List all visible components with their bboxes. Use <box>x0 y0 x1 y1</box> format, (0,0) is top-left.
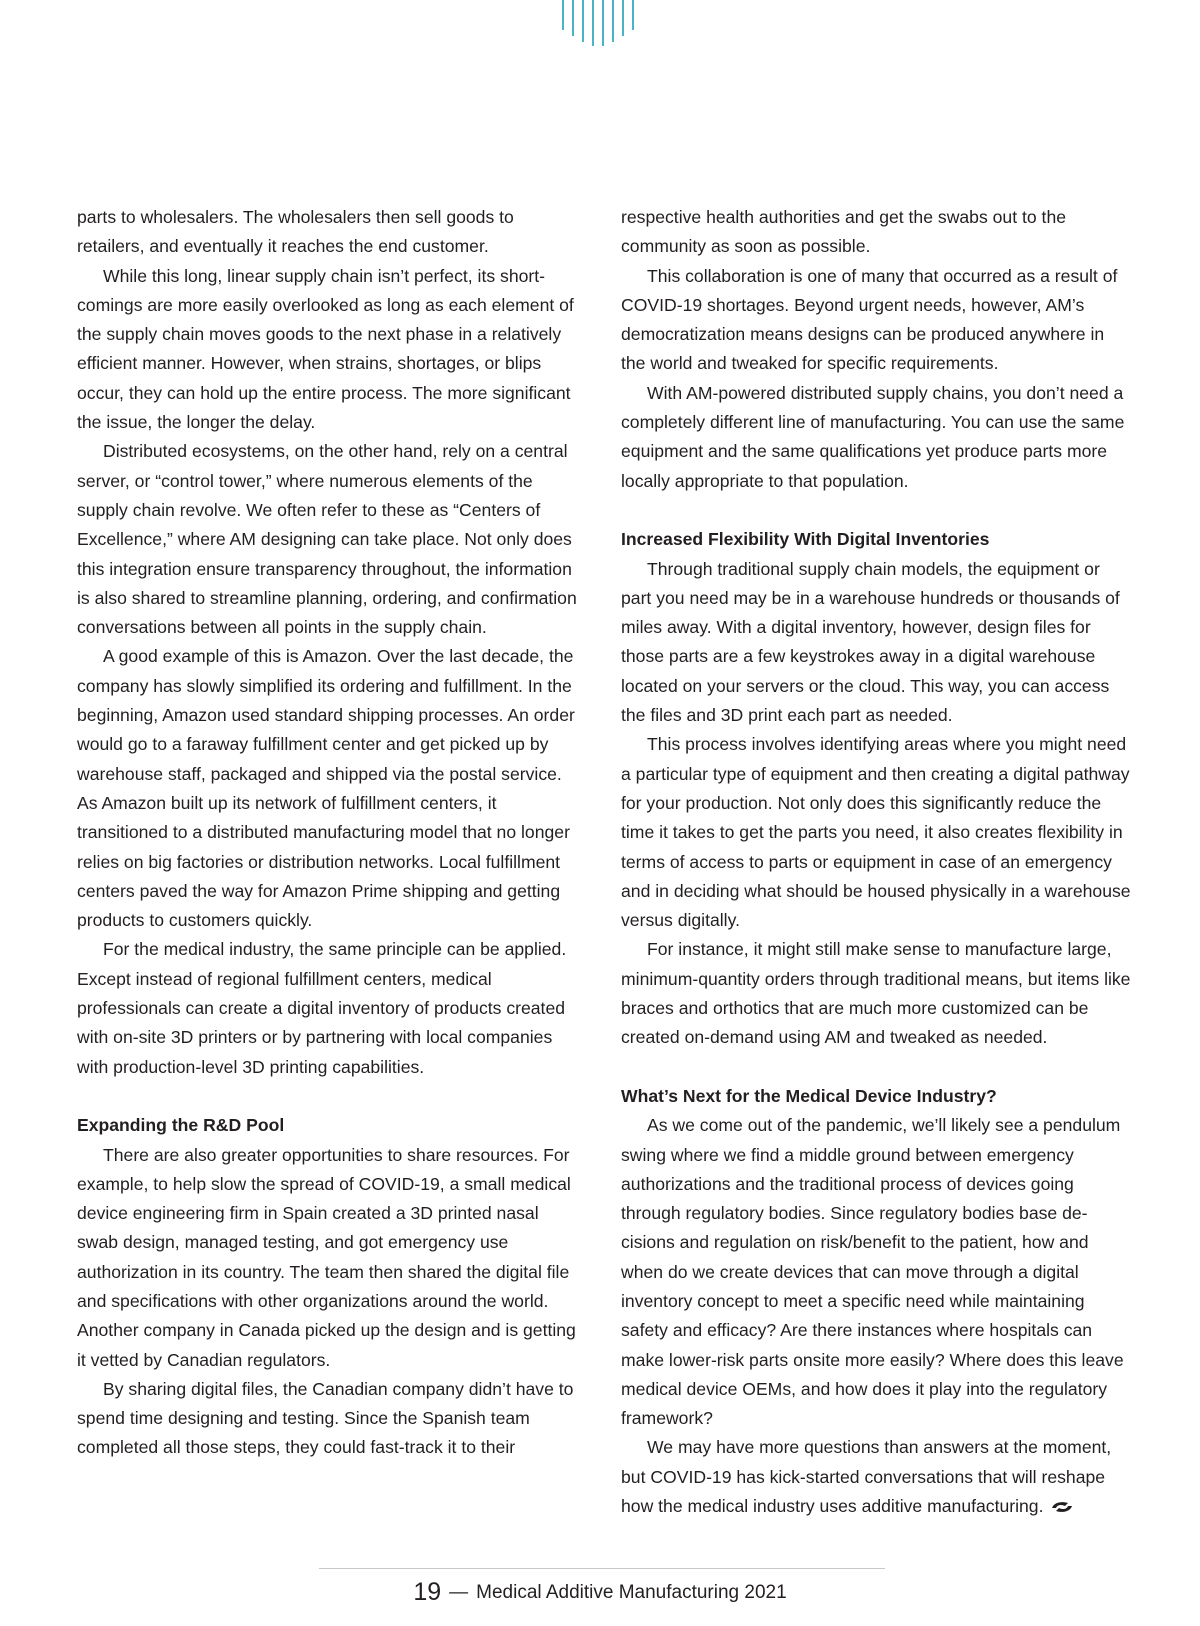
paragraph-final <box>621 1433 1131 1521</box>
end-of-article-logo-icon <box>1049 1499 1075 1515</box>
footer-rule <box>319 1568 885 1569</box>
footer-separator: — <box>449 1582 469 1603</box>
paragraph: respective health authorities and get the swabs out to the community as soon as possible. <box>621 207 1067 257</box>
left-column <box>77 203 583 1463</box>
section-heading: Increased Flexibility With Digital Inventories <box>621 529 990 550</box>
publication-title: Medical Additive Manufacturing 2021 <box>476 1582 787 1603</box>
paragraph: This collaboration is one of many that occurred as a result of COVID-19 shortages. Beyond urgent needs, however, AM’s democratization means designs can be produced anywhere in the world and tweaked for specific requirements. <box>621 265 1118 374</box>
paragraph: For instance, it might still make sense to manufacture large, minimum-quantity orders through traditional means, but items like braces and orthotics that are much more customized can be created on-demand using AM and tweaked as needed. <box>621 939 1131 1048</box>
paragraph: This process involves identifying areas where you might need a particular type of equipment and then creating a digital pathway for your production. Not only does this significantly reduce the time it takes to get the parts you need, it also creates flexibility in terms of access to parts or equipment in case of an emergency and in deciding what should be housed physically in a warehouse versus digitally. <box>621 734 1131 931</box>
right-column <box>621 203 1131 1521</box>
paragraph: Through traditional supply chain models, the equipment or part you need may be in a warehouse hundreds or thousands of miles away. With a digital inventory, however, design files for those parts are a few keystrokes away in a digital warehouse located on your servers or the cloud. This way, you can access the files and 3D print each part as needed. <box>621 558 1120 726</box>
paragraph: With AM-powered distributed supply chains, you don’t need a completely different line of manufacturing. You can use the same equipment and the same qualifications yet produce parts more locally appropriate to that population. <box>621 382 1125 491</box>
header-vertical-lines-graphic <box>560 0 650 50</box>
section-heading: What’s Next for the Medical Device Industry? <box>621 1085 997 1106</box>
page-number: 19 <box>413 1578 442 1606</box>
paragraph: Distributed ecosystems, on the other hand, rely on a central server, or “control tower,” where numerous elements of the supply chain revolve. We often refer to these as “Centers of Excellence,” where AM designing can take place. Not only does this integration ensure transparency throughout, the information is also shared to streamline planning, ordering, and confirmation conversations between all points in the supply chain. <box>77 441 577 638</box>
final-paragraph-text: We may have more questions than answers at the moment, but COVID-19 has kick-started conversations that will reshape how the medical industry uses additive manufacturing. <box>621 1437 1112 1517</box>
page-footer <box>0 1578 1200 1607</box>
paragraph: A good example of this is Amazon. Over the last decade, the company has slowly simplified its ordering and fulfillment. In the beginning, Amazon used standard shipping processes. An order would go to a faraway fulfillment center and get picked up by warehouse staff, packaged and shipped via the postal service. As Amazon built up its network of fulfillment centers, it transitioned to a distributed manufacturing model that no longer relies on big factories or distribution networks. Local fulfillment centers paved the way for Amazon Prime shipping and getting products to customers quickly. <box>77 646 575 931</box>
paragraph: There are also greater opportunities to share resources. For example, to help slow the spread of COVID-19, a small medical device engineering firm in Spain created a 3D printed nasal swab design, managed testing, and got emergency use authorization in its country. The team then shared the digital file and specifications with other organizations around the world. Another company in Canada picked up the design and is getting it vetted by Canadian regulators. <box>77 1144 576 1370</box>
paragraph: parts to wholesalers. The wholesalers then sell goods to retailers, and eventually it reaches the end customer. <box>77 207 514 257</box>
paragraph: By sharing digital files, the Canadian company didn’t have to spend time designing and testing. Since the Spanish team completed all those steps, they could fast-track it to their <box>77 1378 574 1458</box>
paragraph: While this long, linear supply chain isn’t perfect, its shortcomings are more easily overlooked as long as each element of the supply chain moves goods to the next phase in a relatively efficient manner. However, when strains, shortages, or blips occur, they can hold up the entire process. The more significant the issue, the longer the delay. <box>77 265 574 433</box>
section-heading: Expanding the R&D Pool <box>77 1115 285 1136</box>
paragraph: As we come out of the pandemic, we’ll likely see a pendulum swing where we find a middle ground between emergency authorizations and the traditional process of devices going through regulatory bodies. Since regulatory bodies base decisions and regulation on risk/benefit to the patient, how and when do we create devices that can move through a digital inventory concept to meet a specific need while maintaining safety and efficacy? Are there instances where hospitals can make lower-risk parts onsite more easily? Where does this leave medical device OEMs, and how does it play into the regulatory framework? <box>621 1115 1124 1429</box>
paragraph: For the medical industry, the same principle can be applied. Except instead of regional fulfillment centers, medical professionals can create a digital inventory of products created with on-site 3D printers or by partnering with local companies with production-level 3D printing capabilities. <box>77 939 567 1077</box>
